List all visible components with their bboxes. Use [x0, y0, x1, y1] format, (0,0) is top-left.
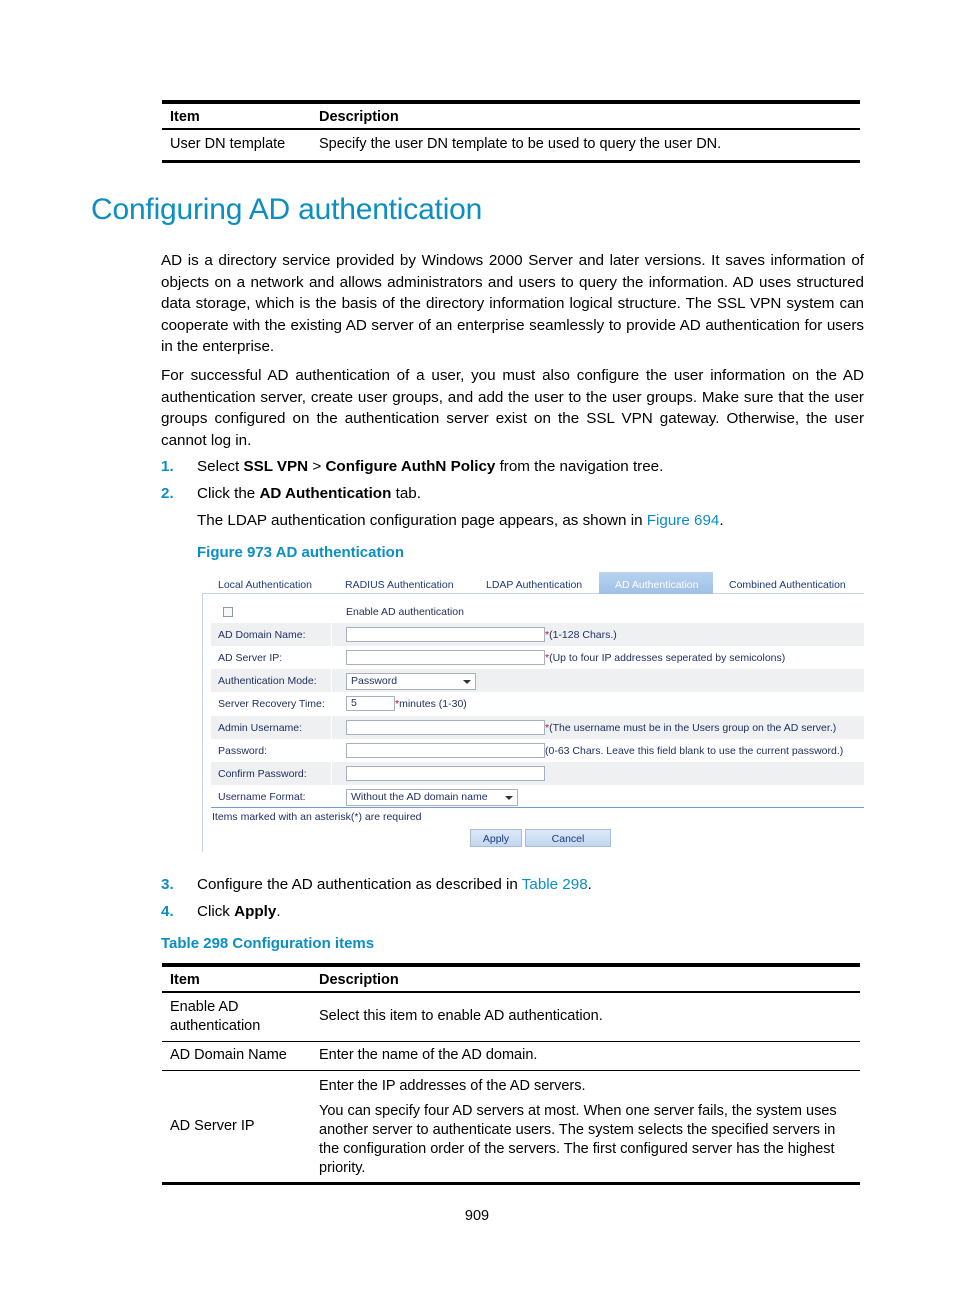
note-text: (Up to four IP addresses seperated by semicolons) [549, 652, 786, 664]
chevron-down-icon [463, 680, 471, 684]
configuration-items-table [162, 963, 860, 1185]
row-item: AD Server IP [162, 1070, 311, 1183]
step-number: 3. [161, 876, 174, 893]
user-format-select[interactable] [346, 789, 518, 806]
required-mark: * [545, 722, 550, 734]
recovery-label: Server Recovery Time: [218, 698, 325, 710]
row-description: Select this item to enable AD authentication. [311, 992, 860, 1041]
divider [331, 669, 332, 692]
table-header-row [162, 965, 860, 992]
table-caption: Table 298 Configuration items [161, 935, 375, 952]
table-row [162, 1041, 860, 1070]
table-row [162, 992, 860, 1041]
step-text: Click [197, 903, 235, 920]
figure-caption: Figure 973 AD authentication [197, 544, 404, 561]
row-item: AD Domain Name [162, 1041, 311, 1070]
step-number: 1. [161, 458, 174, 475]
confirm-label: Confirm Password: [218, 768, 307, 780]
required-footnote: Items marked with an asterisk(*) are required [212, 811, 422, 823]
step-text: Configure the AD authentication as described in [197, 876, 522, 893]
required-mark: * [545, 629, 550, 641]
requirement-paragraph: For successful AD authentication of a user, you must also configure the user information on the AD authentication server, create user groups, and add the user to the user groups. Make sure that the user groups configured on the authentication server exist on the SSL VPN gateway. Otherwise, the user cannot log in. [161, 367, 864, 449]
domain-input[interactable] [346, 627, 545, 642]
password-note: (0-63 Chars. Leave this field blank to use the current password.) [545, 745, 844, 757]
ad-authentication-figure [202, 572, 864, 852]
user-format-label: Username Format: [218, 791, 306, 803]
recovery-row [211, 692, 864, 715]
tab-ldap-authentication[interactable]: LDAP Authentication [486, 579, 583, 591]
tab-combined-authentication[interactable]: Combined Authentication [729, 579, 846, 591]
desc-line: Enter the IP addresses of the AD servers. [319, 1077, 586, 1094]
user-format-row [211, 785, 864, 808]
enable-row [211, 600, 864, 623]
divider [331, 716, 332, 739]
enable-ad-checkbox[interactable] [223, 607, 233, 617]
server-ip-input[interactable] [346, 650, 545, 665]
auth-mode-select[interactable] [346, 673, 476, 690]
row-item: User DN template [162, 129, 311, 161]
domain-note [545, 629, 617, 641]
chevron-down-icon [505, 796, 513, 800]
tab-radius-authentication[interactable]: RADIUS Authentication [345, 579, 454, 591]
step-number: 2. [161, 485, 174, 502]
step-text: from the navigation tree. [495, 458, 664, 475]
required-mark: * [545, 652, 550, 664]
table-header-row [162, 102, 860, 129]
recovery-input[interactable]: 5 [346, 696, 395, 711]
enable-ad-label: Enable AD authentication [346, 606, 464, 618]
row-description: Specify the user DN template to be used to query the user DN. [311, 129, 860, 161]
section-title: Configuring AD authentication [91, 193, 483, 226]
recovery-note [395, 698, 467, 710]
step-text: Select [197, 458, 244, 475]
apply-label: Apply [234, 903, 277, 920]
admin-user-note [545, 722, 836, 734]
user-dn-table [162, 100, 860, 163]
row-item: Enable AD authentication [162, 992, 311, 1041]
step-text: . [276, 903, 281, 920]
note-text: minutes (1-30) [399, 698, 467, 710]
admin-user-label: Admin Username: [218, 722, 303, 734]
divider [331, 623, 332, 646]
header-description: Description [311, 965, 860, 992]
step-separator: > [308, 458, 326, 475]
user-format-value: Without the AD domain name [351, 791, 488, 803]
step-text: The LDAP authentication configuration page appears, as shown in [197, 512, 647, 529]
auth-mode-label: Authentication Mode: [218, 675, 317, 687]
tab-bar [202, 572, 864, 594]
figure-link[interactable]: Figure 694 [646, 512, 720, 529]
server-ip-row [211, 646, 864, 669]
server-ip-label: AD Server IP: [218, 652, 283, 664]
page-number: 909 [464, 1208, 490, 1224]
apply-button[interactable]: Apply [470, 829, 522, 847]
confirm-row [211, 762, 864, 785]
row-description [311, 1070, 860, 1183]
password-row [211, 739, 864, 762]
admin-user-row [211, 716, 864, 739]
tab-name-ad-authentication: AD Authentication [259, 485, 392, 502]
frame-border [202, 594, 203, 852]
intro-paragraph: AD is a directory service provided by Windows 2000 Server and later versions. It saves information of objects on a network and allows administrators and users to query the information. AD uses structured data storage, which is the basis of the directory information logical structure. The SSL VPN system can cooperate with the existing AD server of an enterprise seamlessly to provide AD authentication for users in the enterprise. [161, 252, 864, 355]
header-description: Description [311, 102, 860, 129]
cancel-button[interactable]: Cancel [525, 829, 611, 847]
step-number: 4. [161, 903, 174, 920]
table-row [162, 1070, 860, 1183]
domain-label: AD Domain Name: [218, 629, 306, 641]
confirm-input[interactable] [346, 766, 545, 781]
note-text: (1-128 Chars.) [549, 629, 617, 641]
row-description: Enter the name of the AD domain. [311, 1041, 860, 1070]
password-label: Password: [218, 745, 268, 757]
header-item: Item [162, 965, 311, 992]
menu-configure-authn-policy: Configure AuthN Policy [325, 458, 496, 475]
step-text: Click the [197, 485, 260, 502]
note-text: (The username must be in the Users group on the AD server.) [549, 722, 837, 734]
desc-paragraph: You can specify four AD servers at most. When one server fails, the system uses another server to authenticate users. The system selects the specified servers in the configuration order of the servers. The first configured server has the highest priority. [319, 1102, 837, 1176]
tab-local-authentication[interactable]: Local Authentication [218, 579, 312, 591]
required-mark: * [395, 698, 400, 710]
server-ip-note [545, 652, 785, 664]
step-text: . [587, 876, 592, 893]
menu-ssl-vpn: SSL VPN [243, 458, 309, 475]
tab-ad-authentication[interactable]: AD Authentication [599, 572, 713, 594]
table-link[interactable]: Table 298 [521, 876, 588, 893]
auth-mode-row [211, 669, 864, 692]
admin-user-input[interactable] [346, 720, 545, 735]
domain-row [211, 623, 864, 646]
table-row [162, 129, 860, 161]
auth-mode-value: Password [351, 675, 398, 687]
step-text: tab. [391, 485, 421, 502]
password-input[interactable] [346, 743, 545, 758]
header-item: Item [162, 102, 311, 129]
divider [331, 762, 332, 785]
step-text: . [719, 512, 724, 529]
